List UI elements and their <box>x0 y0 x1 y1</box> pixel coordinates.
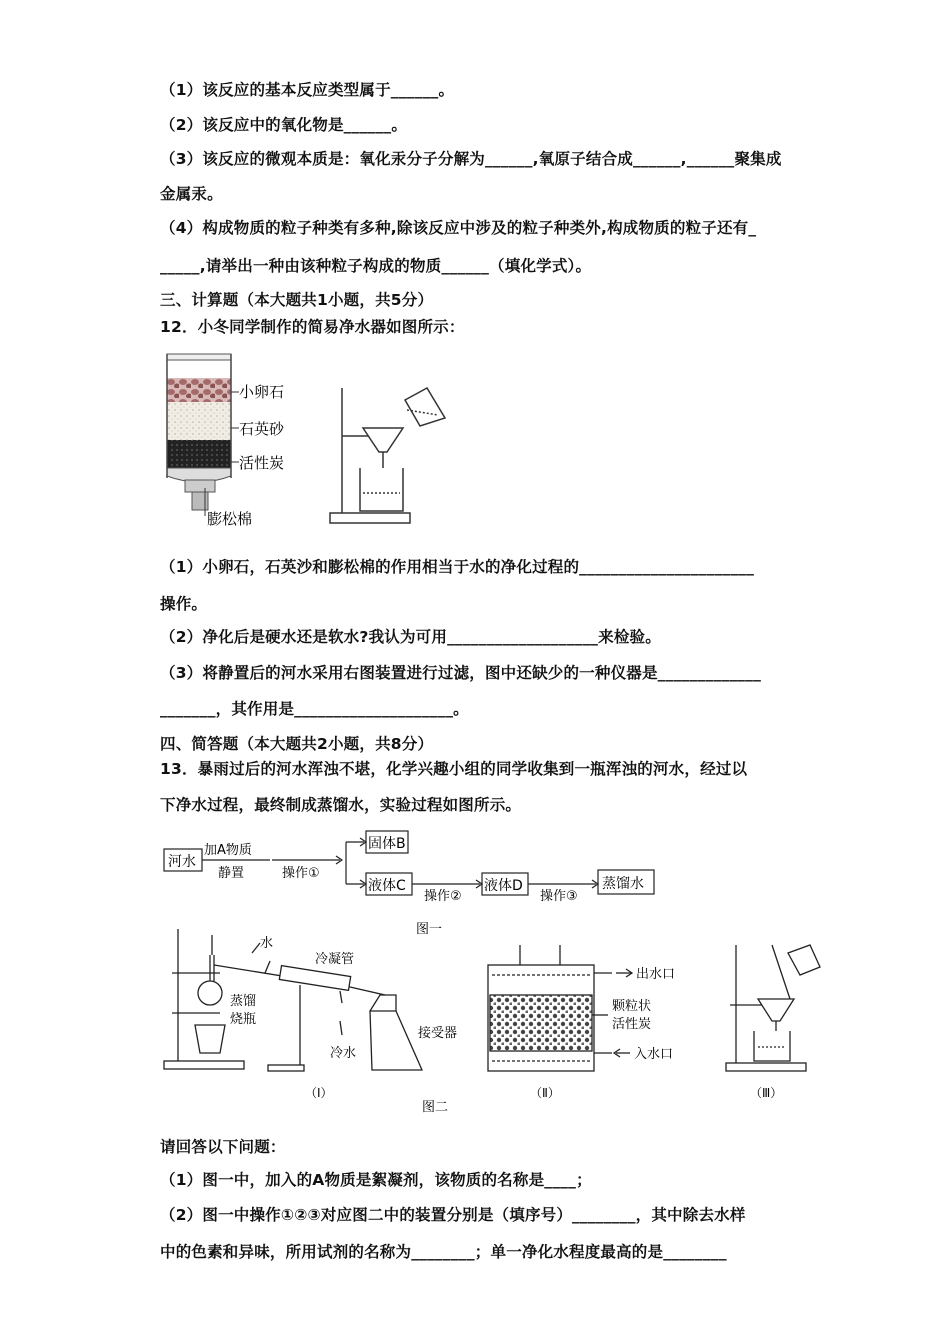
figure-2-apparatus <box>160 925 840 1120</box>
label-ii: （Ⅱ） <box>530 1086 560 1100</box>
label-condenser: 冷凝管 <box>315 952 355 967</box>
label-quartz-sand: 石英砂 <box>239 420 285 438</box>
label-flask-1: 蒸馏 <box>230 994 257 1009</box>
q11-line-3: （3）该反应的微观本质是：氧化汞分子分解为______,氧原子结合成______,______聚集成 <box>160 150 782 168</box>
label-pebbles: 小卵石 <box>239 383 285 401</box>
label-granular-1: 颗粒状 <box>612 999 652 1014</box>
box-distilled-water: 蒸馏水 <box>602 876 644 892</box>
q13-line-3: 中的色素和异味，所用试剂的名称为________；单一净化水程度最高的是________ <box>160 1243 727 1261</box>
label-op1: 操作① <box>282 866 320 881</box>
filtration-apparatus <box>330 388 445 523</box>
label-granular-2: 活性炭 <box>612 1017 652 1032</box>
label-water: 水 <box>260 936 274 951</box>
label-cold-water: 冷水 <box>330 1046 357 1061</box>
label-add-a: 加A物质 <box>204 843 252 858</box>
q11-line-2: （2）该反应中的氧化物是______。 <box>160 116 408 134</box>
section-3-title: 三、计算题（本大题共1小题，共5分） <box>160 291 434 309</box>
q12-line-2: 操作。 <box>160 595 208 613</box>
q12-line-1: （1）小卵石，石英沙和膨松棉的作用相当于水的净化过程的______________________ <box>160 558 755 576</box>
section-4-title: 四、简答题（本大题共2小题，共8分） <box>160 735 434 753</box>
q13-intro: 请回答以下问题： <box>160 1138 286 1156</box>
q12-line-4: （3）将静置后的河水采用右图装置进行过滤，图中还缺少的一种仪器是_____________ <box>160 664 762 682</box>
label-iii: （Ⅲ） <box>750 1086 783 1100</box>
figure-1-flowchart <box>160 825 680 940</box>
q11-line-6: _____,请举出一种由该种粒子构成的物质______（填化学式）。 <box>160 257 592 275</box>
q12-line-5: _______，其作用是____________________。 <box>160 700 469 718</box>
box-solid-b: 固体B <box>368 836 406 852</box>
label-settle: 静置 <box>218 866 245 881</box>
figure-2-caption: 图二 <box>422 1100 449 1115</box>
label-inlet: 入水口 <box>634 1047 674 1062</box>
box-liquid-d: 液体D <box>484 878 523 894</box>
q11-line-4: 金属汞。 <box>160 185 223 203</box>
label-op2: 操作② <box>424 889 462 904</box>
box-river-water: 河水 <box>168 854 196 870</box>
q12-line-3: （2）净化后是硬水还是软水?我认为可用___________________来检验。 <box>160 628 661 646</box>
box-liquid-c: 液体C <box>368 878 406 894</box>
label-receiver: 接受器 <box>418 1026 458 1041</box>
label-op3: 操作③ <box>540 889 578 904</box>
figure-1-caption: 图一 <box>416 922 443 937</box>
q13-line-2: （2）图一中操作①②③对应图二中的装置分别是（填序号）________，其中除去水样 <box>160 1206 746 1224</box>
water-purifier-figure <box>155 348 455 533</box>
label-i: （Ⅰ） <box>305 1086 333 1100</box>
distillation-apparatus <box>164 929 422 1071</box>
q13-stem-1: 13．暴雨过后的河水浑浊不堪，化学兴趣小组的同学收集到一瓶浑浊的河水，经过以 <box>160 760 748 778</box>
label-activated-carbon: 活性炭 <box>239 454 285 472</box>
q13-line-1: （1）图一中，加入的A物质是絮凝剂，该物质的名称是____； <box>160 1171 592 1189</box>
filtration-apparatus-3 <box>726 945 820 1071</box>
label-cotton: 膨松棉 <box>207 510 253 528</box>
carbon-adsorber <box>488 945 632 1071</box>
purifier-column <box>167 354 231 510</box>
q11-line-1: （1）该反应的基本反应类型属于______。 <box>160 81 455 99</box>
label-outlet: 出水口 <box>636 967 676 982</box>
label-flask-2: 烧瓶 <box>230 1012 257 1027</box>
q12-stem: 12．小冬同学制作的简易净水器如图所示： <box>160 318 465 336</box>
q11-line-5: （4）构成物质的粒子种类有多种,除该反应中涉及的粒子种类外,构成物质的粒子还有_ <box>160 219 757 237</box>
q13-stem-2: 下净水过程，最终制成蒸馏水，实验过程如图所示。 <box>160 796 522 814</box>
